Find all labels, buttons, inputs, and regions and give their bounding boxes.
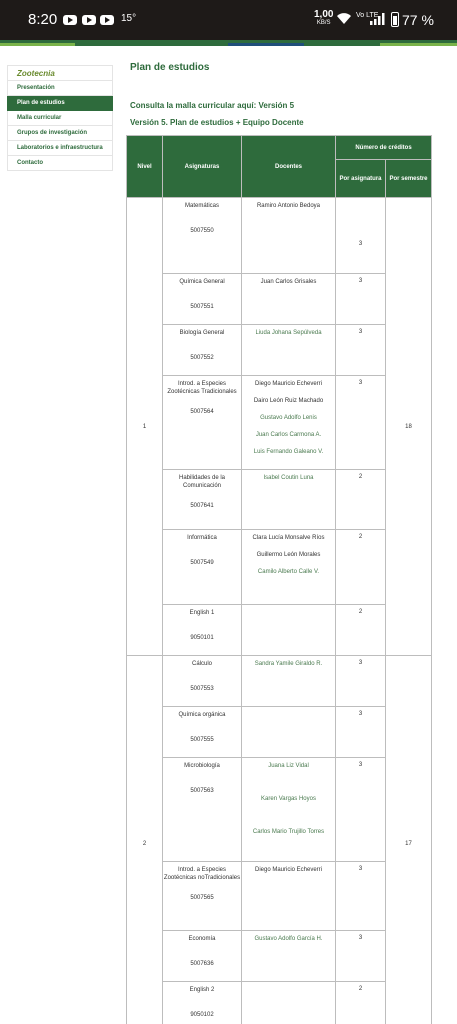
docente-link[interactable]: Luis Fernando Galeano V.: [253, 449, 324, 455]
docente-name: Ramiro Antonio Bedoya: [256, 203, 321, 209]
asignatura-name: Habilidades de la Comunicación: [178, 475, 226, 489]
asignatura-name: Química General: [179, 279, 225, 285]
asignatura-code: 5007553: [190, 686, 214, 692]
docentes-cell: [242, 656, 336, 707]
docentes-cell: [242, 758, 336, 862]
credits-cell: 3: [336, 931, 386, 982]
sidebar-item-presentacion[interactable]: Presentación: [7, 81, 113, 96]
credits-cell: 3: [336, 198, 386, 274]
consulta-text: Consulta la malla curricular aquí:: [130, 101, 257, 110]
wifi-icon: [336, 12, 352, 25]
main-content: [130, 62, 431, 127]
credits-cell: 2: [336, 530, 386, 605]
asignatura-cell: [163, 198, 242, 274]
asignatura-cell: [163, 656, 242, 707]
asignatura-name: Economía: [188, 936, 216, 942]
docentes-cell: [242, 376, 336, 470]
asignatura-code: 5007641: [190, 503, 214, 509]
docente-link[interactable]: Juana Liz Vidal: [268, 763, 309, 769]
asignatura-cell: [163, 707, 242, 758]
malla-version-link[interactable]: Versión 5: [258, 101, 295, 110]
status-temperature: 15°: [121, 13, 137, 24]
asignatura-code: 9050101: [190, 635, 214, 641]
docentes-cell: [242, 931, 336, 982]
site-header-bar: [0, 40, 457, 46]
sidebar-nav: [7, 65, 113, 171]
docente-link[interactable]: Sandra Yamile Giraldo R.: [254, 661, 323, 667]
asignatura-code: 5007636: [190, 961, 214, 967]
sidebar-item-plan-de-estudios[interactable]: Plan de estudios: [7, 96, 113, 111]
docentes-cell: [242, 274, 336, 325]
docente-link[interactable]: Liuda Johana Sepúlveda: [255, 330, 322, 336]
docente-link[interactable]: Karen Vargas Hoyos: [261, 796, 316, 802]
docente-link[interactable]: Juan Carlos Carmona A.: [255, 432, 322, 438]
credits-cell: 2: [336, 605, 386, 656]
battery-level: 77 %: [402, 12, 434, 28]
asignatura-code: 5007555: [190, 737, 214, 743]
table-row: [127, 198, 432, 274]
asignatura-code: 5007563: [190, 788, 214, 794]
docente-name: Dairo León Ruiz Machado: [253, 398, 324, 404]
asignatura-cell: [163, 605, 242, 656]
table-subtitle: Versión 5. Plan de estudios + Equipo Docente: [130, 118, 304, 127]
asignatura-code: 5007552: [190, 355, 214, 361]
semestre-credits-cell: 17: [386, 656, 432, 1024]
docente-name: Diego Mauricio Echeverri: [254, 381, 323, 387]
asignatura-cell: [163, 982, 242, 1024]
asignatura-cell: [163, 931, 242, 982]
sidebar-item-laboratorios[interactable]: Laboratorios e infraestructura: [7, 141, 113, 156]
docente-link[interactable]: Isabel Coutin Luna: [263, 475, 314, 481]
network-speed-unit: KB/S: [316, 20, 331, 26]
docente-link[interactable]: Carlos Mario Trujillo Torres: [252, 829, 325, 835]
asignatura-cell: [163, 758, 242, 862]
network-speed-value: 1,00: [314, 9, 334, 20]
asignatura-code: 5007564: [190, 409, 214, 415]
status-bar: [0, 0, 457, 40]
youtube-icon: [100, 15, 114, 25]
consulta-line: [130, 101, 431, 110]
asignatura-cell: [163, 274, 242, 325]
docentes-cell: [242, 707, 336, 758]
credits-cell: 3: [336, 325, 386, 376]
asignatura-name: Matemáticas: [184, 203, 219, 209]
asignatura-name: Cálculo: [191, 661, 212, 667]
header-docentes: Docentes: [242, 136, 336, 198]
status-time: 8:20: [28, 11, 58, 28]
header-nivel: Nivel: [127, 136, 163, 198]
header-por-asignatura: Por asignatura: [336, 160, 386, 198]
header-asignaturas: Asignaturas: [163, 136, 242, 198]
docentes-cell: [242, 470, 336, 530]
header-creditos: Número de créditos: [336, 136, 432, 160]
docente-name: Diego Mauricio Echeverri: [254, 867, 323, 873]
youtube-icon: [82, 15, 96, 25]
youtube-icon: [63, 15, 77, 25]
asignatura-cell: [163, 325, 242, 376]
credits-cell: 3: [336, 707, 386, 758]
asignatura-cell: [163, 862, 242, 931]
asignatura-name: Microbiología: [184, 763, 220, 769]
asignatura-code: 5007565: [190, 895, 214, 901]
credits-cell: 3: [336, 274, 386, 325]
asignatura-name: Introd. a Especies Zootécnicas Tradicionales: [167, 381, 237, 395]
credits-cell: 2: [336, 470, 386, 530]
table-row: [127, 656, 432, 707]
sidebar-brand[interactable]: Zootecnia: [7, 65, 113, 81]
plan-table: [126, 135, 432, 1024]
asignatura-code: 5007549: [190, 560, 214, 566]
docente-name: Guillermo León Morales: [256, 552, 321, 558]
signal-icon: [370, 13, 386, 25]
asignatura-name: Introd. a Especies Zootécnicas noTradicionales: [163, 867, 241, 881]
battery-icon: [391, 12, 399, 27]
docente-link[interactable]: Gustavo Adolfo Lenis: [260, 415, 317, 421]
asignatura-code: 5007551: [190, 304, 214, 310]
docentes-cell: [242, 198, 336, 274]
header-por-semestre: Por semestre: [386, 160, 432, 198]
credits-cell: 2: [336, 982, 386, 1024]
sidebar-item-malla-curricular[interactable]: Malla curricular: [7, 111, 113, 126]
credits-cell: 3: [336, 758, 386, 862]
asignatura-name: Informática: [187, 535, 217, 541]
sidebar-item-grupos-investigacion[interactable]: Grupos de investigación: [7, 126, 113, 141]
asignatura-cell: [163, 530, 242, 605]
docentes-cell: [242, 325, 336, 376]
credits-cell: 3: [336, 862, 386, 931]
network-speed: [314, 11, 333, 27]
asignatura-name: English 2: [189, 987, 215, 993]
asignatura-code: 9050102: [190, 1012, 214, 1018]
docente-name: Clara Lucía Monsalve Ríos: [252, 535, 325, 541]
docente-link[interactable]: Camilo Alberto Calle V.: [257, 569, 320, 575]
docentes-cell: [242, 862, 336, 931]
semestre-credits-cell: 18: [386, 198, 432, 656]
credits-cell: 3: [336, 656, 386, 707]
asignatura-name: Química orgánica: [178, 712, 226, 718]
sidebar-item-contacto[interactable]: Contacto: [7, 156, 113, 171]
asignatura-name: Biología General: [179, 330, 225, 336]
nivel-cell: 1: [127, 198, 163, 656]
volte-indicator: Vo LTE: [356, 12, 379, 19]
credits-cell: 3: [336, 376, 386, 470]
nivel-cell: 2: [127, 656, 163, 1024]
asignatura-code: 5007550: [190, 228, 214, 234]
docentes-cell: [242, 530, 336, 605]
page-title: Plan de estudios: [130, 62, 210, 73]
docente-name: Juan Carlos Grisales: [260, 279, 317, 285]
docente-link[interactable]: Gustavo Adolfo García H.: [254, 936, 323, 942]
asignatura-cell: [163, 470, 242, 530]
asignatura-name: English 1: [189, 610, 215, 616]
asignatura-cell: [163, 376, 242, 470]
docentes-cell: [242, 605, 336, 656]
docentes-cell: [242, 982, 336, 1024]
